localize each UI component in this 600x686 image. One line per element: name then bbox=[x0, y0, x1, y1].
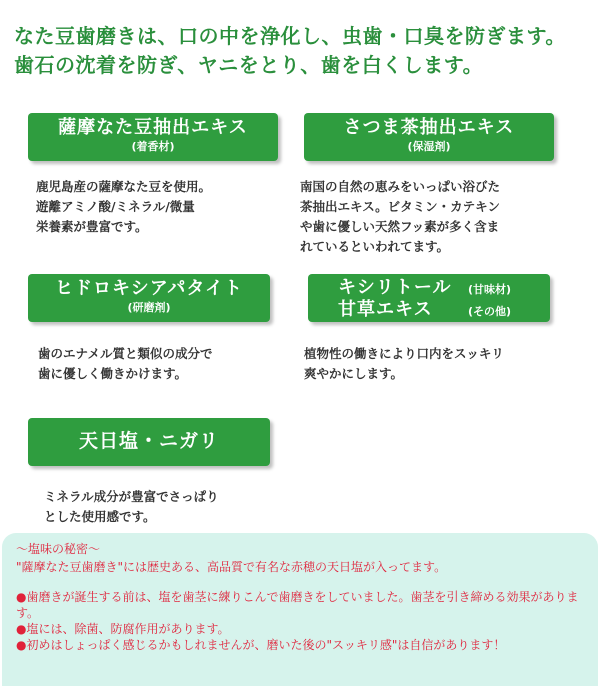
ingredient-role-licorice: (その他) bbox=[468, 305, 512, 318]
headline bbox=[14, 22, 594, 80]
note-points bbox=[16, 589, 586, 653]
bullet-icon: ● bbox=[16, 638, 27, 652]
ingredient-badge-xylitol-licorice bbox=[308, 274, 550, 322]
ingredient-description-hydroxyapatite: 歯のエナメル質と類似の成分で 歯に優しく働きかけます。 bbox=[38, 346, 213, 381]
note-heading: ～塩味の秘密～ bbox=[16, 542, 101, 556]
ingredient-badge-satsuma-tea bbox=[304, 113, 554, 161]
ingredient-description-xylitol-licorice: 植物性の働きにより口内をスッキリ 爽やかにします。 bbox=[304, 346, 504, 381]
ingredient-name-xylitol: キシリトール bbox=[338, 277, 452, 298]
ingredient-role: (保湿剤) bbox=[407, 140, 451, 153]
ingredient-role-xylitol: (甘味材) bbox=[468, 283, 512, 296]
ingredient-name: ヒドロキシアパタイト bbox=[54, 278, 244, 299]
ingredient-description-satsuma-tea: 南国の自然の恵みをいっぱい浴びた 茶抽出エキス。ビタミン・カテキン や歯に優しい天然フッ素が多く含ま れているといわれてます。 bbox=[300, 179, 501, 254]
ingredient-badge-sea-salt bbox=[28, 418, 270, 466]
ingredient-name: 天日塩・ニガリ bbox=[78, 430, 219, 452]
ingredient-description-sea-salt: ミネラル成分が豊富でさっぱり とした使用感です。 bbox=[44, 489, 219, 524]
note-point: ●塩には、除菌、防腐作用があります。 bbox=[16, 622, 230, 636]
ingredient-name: さつま茶抽出エキス bbox=[343, 117, 515, 138]
bullet-icon: ● bbox=[16, 622, 27, 636]
ingredient-badge-nata-mame bbox=[28, 113, 278, 161]
note-intro: "薩摩なた豆歯磨き"には歴史ある、高品質で有名な赤穂の天日塩が入ってます。 bbox=[16, 560, 447, 574]
headline-line-1: なた豆歯磨きは、口の中を浄化し、虫歯・口臭を防ぎます。 bbox=[14, 24, 566, 48]
note-point: ●歯磨きが誕生する前は、塩を歯茎に練りこんで歯磨きをしていました。歯茎を引き締める効果があります。 bbox=[16, 590, 579, 620]
ingredient-badge-hydroxyapatite bbox=[28, 274, 270, 322]
ingredient-name: 薩摩なた豆抽出エキス bbox=[58, 117, 248, 138]
ingredient-role: (研磨剤) bbox=[127, 301, 171, 314]
headline-line-2: 歯石の沈着を防ぎ、ヤニをとり、歯を白くします。 bbox=[14, 53, 484, 77]
ingredient-name-licorice: 甘草エキス bbox=[338, 299, 433, 320]
ingredient-description-nata-mame: 鹿児島産の薩摩なた豆を使用。 遊離アミノ酸/ミネラル/微量 栄養素が豊富です。 bbox=[36, 179, 212, 234]
bullet-icon: ● bbox=[16, 590, 27, 604]
ingredient-role: (着香材) bbox=[131, 140, 175, 153]
note-point: ●初めはしょっぱく感じるかもしれませんが、磨いた後の"スッキリ感"は自信があります！ bbox=[16, 638, 506, 652]
salt-secret-note bbox=[2, 533, 598, 686]
